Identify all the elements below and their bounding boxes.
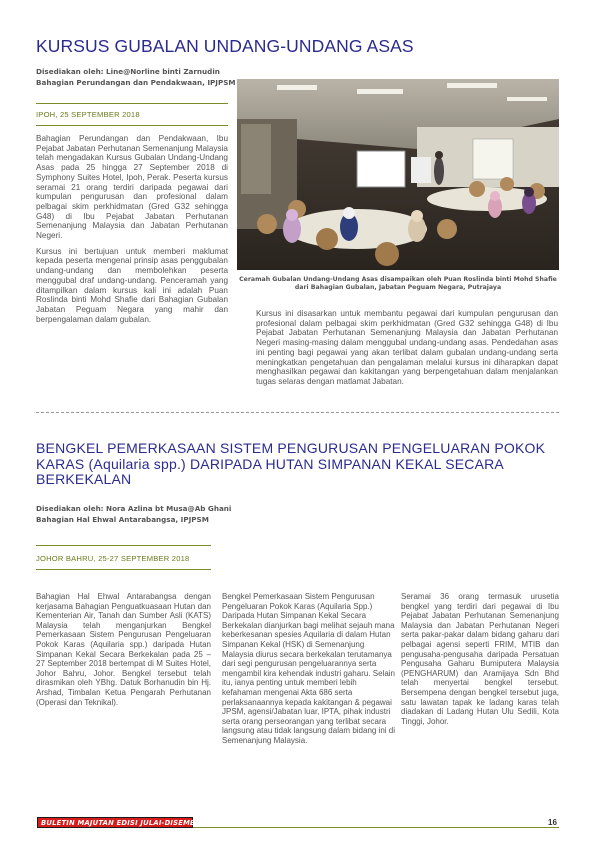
article-1-byline xyxy=(36,66,236,88)
divider-bottom xyxy=(36,125,228,126)
article-1-paragraph: Bahagian Perundangan dan Pendakwaan, Ibu Pejabat Jabatan Perhutanan Semenanjung Malaysia telah mengadakan Kursus Gubalan Undang-Undang Asas pada 25 hingga 27 September 2018 di Symphony Suites Hotel, Ipoh, Perak. Peserta kursus seramai 21 orang terdiri daripada pegawai dari kumpulan pengurusan dan profesional dalam pelbagai skim perkhidmatan (Gred G32 sehingga G48) di Ibu Pejabat Jabatan Perhutanan Semenanjung Malaysia dan Jabatan Perhutanan Negeri. xyxy=(36,134,228,241)
byline-author: Disediakan oleh: Nora Azlina bt Musa@Ab Ghani xyxy=(36,504,232,513)
article-1-right-column: Kursus ini disasarkan untuk membantu pegawai dari kumpulan pengurusan dan profesional dalam pelbagai skim perkhidmatan (Gred G32 sehingga G48) di Ibu Pejabat Jabatan Perhutanan Semenanjung Malaysia dan Jabatan Perhutanan Negeri masing-masing dalam menggubal undang-undang asas. Pendedahan asas ini penting bagi pegawai yang akan terlibat dalam gubalan undang-undang serta meningkatkan pengetahuan dan pengalaman melalui kursus ini diharapkan dapat menghasilkan pegawai dan kakitangan yang berpengetahuan dalam menjalankan tugas selaras dengan matlamat Jabatan. xyxy=(256,309,558,386)
article-1-paragraph: Kursus ini bertujuan untuk memberi maklumat kepada peserta mengenai prinsip asas penggubalan undang-undang dan membolehkan peserta menggubal draf undang-undang. Penceramah yang ditampilkan dalam kursus kali ini adalah Puan Roslinda binti Mohd Shafie dari Bahagian Gubalan Jabatan Peguam Negara yang mahir dan berpengalaman dalam gubalan. xyxy=(36,246,228,324)
article-1-location-date: IPOH, 25 SEPTEMBER 2018 xyxy=(36,110,140,119)
photo-caption xyxy=(237,276,559,292)
seminar-photo xyxy=(237,79,559,270)
divider-top xyxy=(36,545,211,546)
photo-caption-line: Ceramah Gubalan Undang-Undang Asas disampaikan oleh Puan Roslinda binti Mohd Shafie xyxy=(239,276,557,283)
article-2-location-date: JOHOR BAHRU, 25-27 SEPTEMBER 2018 xyxy=(36,554,190,563)
photo-caption-line: dari Bahagian Gubalan, Jabatan Peguam Negara, Putrajaya xyxy=(294,284,502,291)
article-1-left-column xyxy=(36,134,228,330)
divider-bottom xyxy=(36,569,211,570)
byline-department: Bahagian Perundangan dan Pendakwaan, IPJPSM xyxy=(36,78,236,87)
page-number: 16 xyxy=(548,818,557,827)
bulletin-badge xyxy=(37,817,228,828)
article-2-title: BENGKEL PEMERKASAAN SISTEM PENGURUSAN PENGELUARAN POKOK KARAS (Aquilaria spp.) DARIPADA HUTAN SIMPANAN KEKAL SECARA BERKEKALAN xyxy=(36,440,546,487)
article-1-title: KURSUS GUBALAN UNDANG-UNDANG ASAS xyxy=(36,36,414,56)
footer-rule xyxy=(193,827,559,828)
article-2-byline xyxy=(36,503,336,525)
byline-department: Bahagian Hal Ehwal Antarabangsa, IPJPSM xyxy=(36,515,209,524)
bulletin-badge-text: BULETIN MAJUTAN EDISI JULAI-DISEMBER 2018 xyxy=(41,819,228,827)
article-2-column-1: Bahagian Hal Ehwal Antarabangsa dengan kerjasama Bahagian Penguatkuasaan Hutan dan Kementerian Air, Tanah dan Sumber Asli (KATS) Malaysia telah menganjurkan Bengkel Pemerkasaan Sistem Pengurusan Pengeluaran Pokok Karas (Aquilaria spp.) daripada Hutan Simpanan Kekal Secara Berkekalan pada 25 – 27 September 2018 bertempat di M Suites Hotel, Johor Bahru, Johor. Bengkel tersebut telah dirasmikan oleh YBhg. Datuk Borhanudin bin Hj. Arshad, Timbalan Ketua Pengarah Perhutanan (Operasi dan Teknikal). xyxy=(36,592,211,707)
article-separator xyxy=(36,412,559,413)
divider-top xyxy=(36,103,228,104)
article-2-column-2: Bengkel Pemerkasaan Sistem Pengurusan Pengeluaran Pokok Karas (Aquilaria Spp.) Daripada Hutan Simpanan Kekal Secara Berkekalan dianjurkan bagi melihat sejauh mana keberkesanan spesies Aquilaria di dalam Hutan Simpanan Kekal (HSK) di Semenanjung Malaysia diurus secara berkekalan terutamanya dari segi pengurusan pengeluarannya serta mengambil kira kehendak industri gaharu. Selain itu, ianya penting untuk memberi lebih kefahaman mengenai Akta 686 serta perlaksanaannya kepada kakitangan & pegawai JPSM, agensi/Jabatan luar, IPTA, pihak industri serta orang perseorangan yang terlibat secara langsung atau tidak langsung dalam bidang ini di Semenanjung Malaysia. xyxy=(222,592,396,745)
article-2-column-3: Seramai 36 orang termasuk urusetia bengkel yang terdiri dari pegawai di Ibu Pejabat Jabatan Perhutanan Semenanjung Malaysia dan Jabatan Perhutanan Negeri serta pakar-pakar dalam bidang gaharu dari pelbagai agensi seperti FRIM, MTIB dan pengusaha-pengusaha daripada Persatuan Pengusaha Gaharu Bumiputera Malaysia (PENGHARUM) dan Aramijaya Sdn Bhd telah menyertai bengkel tersebut. Bersempena dengan bengkel tersebut juga, satu lawatan tapak ke ladang karas telah diadakan di Ladang Hutan Ulu Sedili, Kota Tinggi, Johor. xyxy=(401,592,559,726)
seminar-photo-illustration xyxy=(237,79,559,270)
byline-author: Disediakan oleh: Line@Norline binti Zarnudin xyxy=(36,67,220,76)
